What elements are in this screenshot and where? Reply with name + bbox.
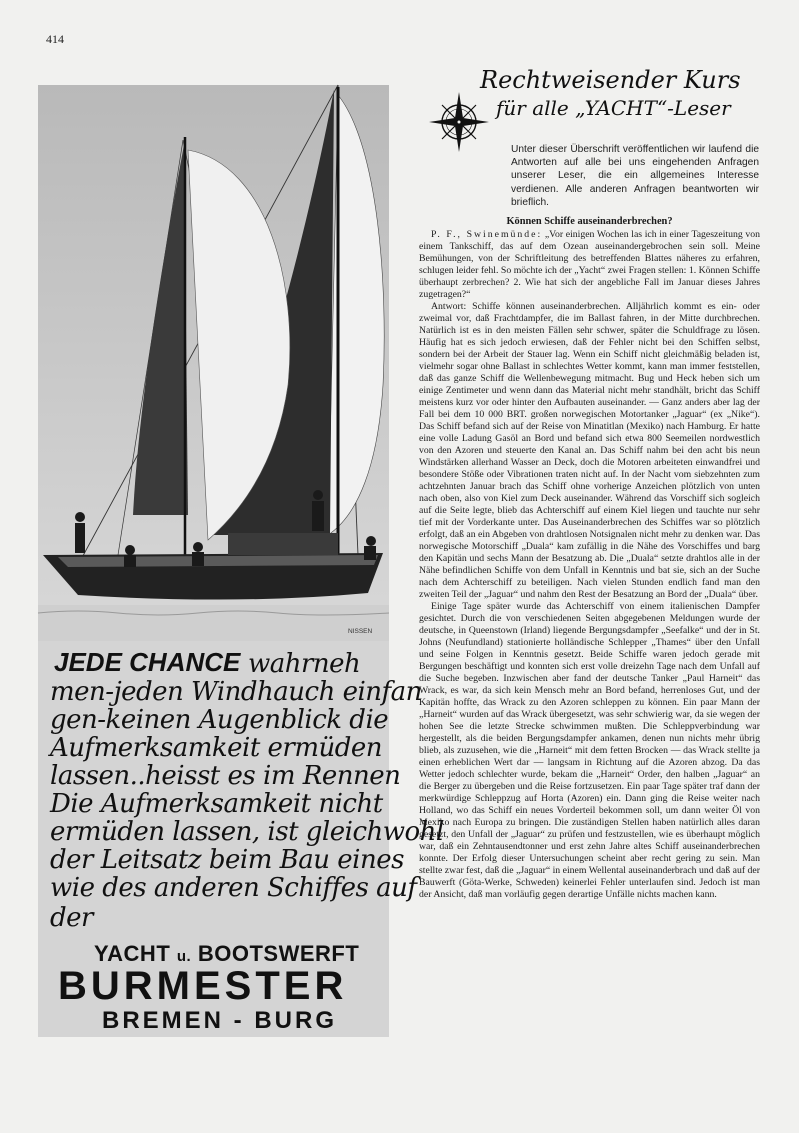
slogan-line: lassen..heisst es im Rennen: [50, 761, 401, 791]
advertisement-slogan: [38, 641, 444, 1037]
article-heading: Können Schiffe auseinanderbrechen?: [506, 216, 673, 227]
answer-paragraph: Einige Tage später wurde das Achterschiff von einem italienischen Dampfer gesichtet. Durch die von verschiedenen Seiten abgegebenen Meldungen wurde der deutsche, in Queenstown (Irland) liegende Bergungsdampfer „Seefalke“ und der in St. Johns (Neufundland) stationierte holländische Schlepper „Thames“ über den Unfall und seine Folgen in Kenntnis gesetzt. Beide Schiffe waren jedoch gerade mit Bergungen beschäftigt und konnten sich erst volle dreizehn Tage nach dem Unfall auf die Suche begeben. Inzwischen aber fand der deutsche Tanker „Paul Harneit“ das Wrack, es war, da sich kein Mensch mehr an Bord befand, herrenloses Gut, und der Kapitän hoffte, das Wrack zu den Azoren schleppen zu können. Ein paar Mann der „Harneit“ wurden auf das Wrack übergesetzt, was sehr schwierig war, da sie wegen der hohen See die letzte Strecke schwimmen mußten. Die Schleppverbindung war hergestellt, als die beiden Bergungsdampfer ankamen, denen nun nichts mehr übrig blieb, als zuzusehen, wie die „Harneit“ mit dem fetten Brocken — das Wrack stellte ja einen erheblichen Wert dar — langsam in Richtung auf die Azoren abzog. Da das Wetter jedoch schlechter wurde, bekam die „Harneit“ Order, den halben „Jaguar“ an die Berger zu übergeben und die Reise fortzusetzen. Ein paar Tage später traf dann der merkwürdige Schleppzug auf Horta (Azoren) ein. Dann ging die Reise weiter nach Holland, wo das Schiff ein neues Vorderteil bekommen soll, um dann weiter Öl von Mexiko nach Europa zu bringen. Die zuständigen Stellen haben natürlich alles daran gesetzt, den Unfall der „Jaguar“ zu prüfen und festzustellen, wie es überhaupt möglich war, daß ein Zehntausendtonner und erst zehn Jahre altes Schiff auseinanderbrechen konnte. Der Erfolg dieser Untersuchungen scheint aber recht gering zu sein. Man stellte zwar fest, daß die „Jaguar“ in einem Wellental auseinanderbrach und daß auf der Bauwerft (Göta-Werke, Schweden) keinerlei Fehler unterlaufen sind. Jedoch ist man der Ansicht, daß man vorläufig gegen derartige Unfälle nichts machen kann.: [419, 601, 760, 900]
slogan-line: Die Aufmerksamkeit nicht: [50, 789, 383, 819]
company-suffix: BOOTSWERFT: [197, 941, 360, 966]
page-number: 414: [46, 32, 64, 46]
article: [419, 216, 760, 901]
company-conjunction: u.: [176, 948, 192, 965]
slogan-lead: JEDE CHANCE: [54, 647, 241, 677]
section-title-line2: für alle „YACHT“-Leser: [496, 96, 731, 120]
slogan-line: Aufmerksamkeit ermüden: [50, 733, 383, 763]
slogan-line: gen-keinen Augenblick die: [50, 705, 389, 735]
reader-question: [419, 229, 760, 301]
slogan-line: der Leitsatz beim Bau eines: [50, 845, 404, 875]
section-title-line1: Rechtweisender Kurs: [480, 66, 741, 94]
answer-label: Antwort:: [431, 301, 467, 312]
brand-name: BURMESTER: [58, 964, 348, 1008]
slogan-line: wahrneh: [248, 649, 361, 679]
sailing-yacht-illustration: [38, 85, 389, 641]
answer-text: Schiffe können auseinanderbrechen. Alljährlich kommt es ein- oder zweimal vor, daß Frachtdampfer, die im Ballast fahren, in der Mitte durchbrechen. Natürlich ist es in den meisten Fällen sehr schwer, später die Schuldfrage zu lösen. Häufig hat es sich jedoch erwiesen, daß der Fehler nicht bei den Schiffen selbst, sondern bei der Arbeit der Stauer lag. Wenn ein Schiff nicht gleichmäßig beladen ist, vielmehr sogar ohne Ballast in schlechtes Wetter kommt, kann man immer feststellen, daß das ganze Schiff die Wellenbewegung mitmacht. Bug und Heck heben sich um einige Zentimeter und wenn dann das Material nicht mehr standhält, bricht das Schiff meistens kurz vor oder hinter den Aufbauten auseinander. — Ganz anders aber lag der Fall bei dem 10 000 BRT. großen norwegischen Motortanker „Jaguar“ (ex „Nike“). Das Schiff befand sich auf der Reise von Minatitlan (Mexiko) nach Hamburg. Er hatte eine volle Ladung Gasöl an Bord und befand sich etwa 800 Seemeilen nordwestlich von den Azoren und steuerte den Kanal an. Das Schiff nahm bei den acht bis neun Windstärken allerhand Wasser an Deck, doch die Motoren arbeiteten einwandfrei und besondere Stöße oder Vibrationen traten nicht auf. In der Nacht vom siebzehnten zum achtzehnten Januar brach das Schiff ohne vorherige Anzeichen plötzlich von unten nach oben, also von Kiel zum Deck auseinander. Während das Vorschiff sich sogleich auf die Seite legte, blieb das Achterschiff auf einem Kiel liegen und tauchte nur sehr tief mit der Vorderkante unter. Das Auseinanderbrechen des Schiffes war so plötzlich erfolgt, daß an ein Abgeben von drahtlosen Notsignalen nicht mehr zu denken war. Das norwegische Motorschiff „Duala“ kam zufällig in die Nähe des Vorschiffes und barg den Kapitän und sechs Mann der Besatzung ab. Die „Duala“ setzte drahtlos alle in der Nähe befindlichen Schiffe von dem Unfall in Kenntnis und bat sie, sich an der Suche nach dem Achterschiff zu beteiligen. Nach vielen Stunden endlich fand man den zweiten Teil der „Jaguar“ und nahm den Rest der Besatzung an Bord der „Duala“ über.: [419, 301, 761, 600]
question-sender: P. F., Swinemünde:: [431, 229, 543, 240]
slogan-line: men-jeden Windhauch einfan: [50, 677, 422, 707]
section-intro: Unter dieser Überschrift veröffentlichen wir laufend die Antworten auf alle bei uns eingehenden Anfragen unserer Leser, die ein allgemeines Interesse verdienen. Alle anderen Anfragen beantworten wir brieflich.: [511, 144, 759, 208]
answer-paragraph: [419, 301, 760, 601]
slogan-line: wie des anderen Schiffes auf: [50, 873, 417, 903]
slogan-line: der: [50, 903, 93, 933]
question-text: „Vor einigen Wochen las ich in einer Tageszeitung von einem Tankschiff, das auf dem Ozean auseinandergebrochen sein soll. Meine Bemühungen, von der Schriftleitung des betreffenden Blattes näheres zu erfahren, schlugen leider fehl. So möchte ich der „Yacht“ zwei Fragen stellen: 1. Können Schiffe überhaupt zerbrechen? 2. Wie hat sich der angebliche Fall im Januar dieses Jahres zugetragen?“: [419, 229, 761, 300]
burmester-advertisement: [38, 85, 444, 1037]
brand-city: BREMEN - BURG: [102, 1007, 337, 1034]
section-title: [472, 66, 772, 120]
artist-signature: NISSEN: [348, 628, 373, 635]
company-prefix: YACHT: [94, 941, 171, 966]
slogan-line: ermüden lassen, ist gleichwohl: [50, 817, 444, 847]
